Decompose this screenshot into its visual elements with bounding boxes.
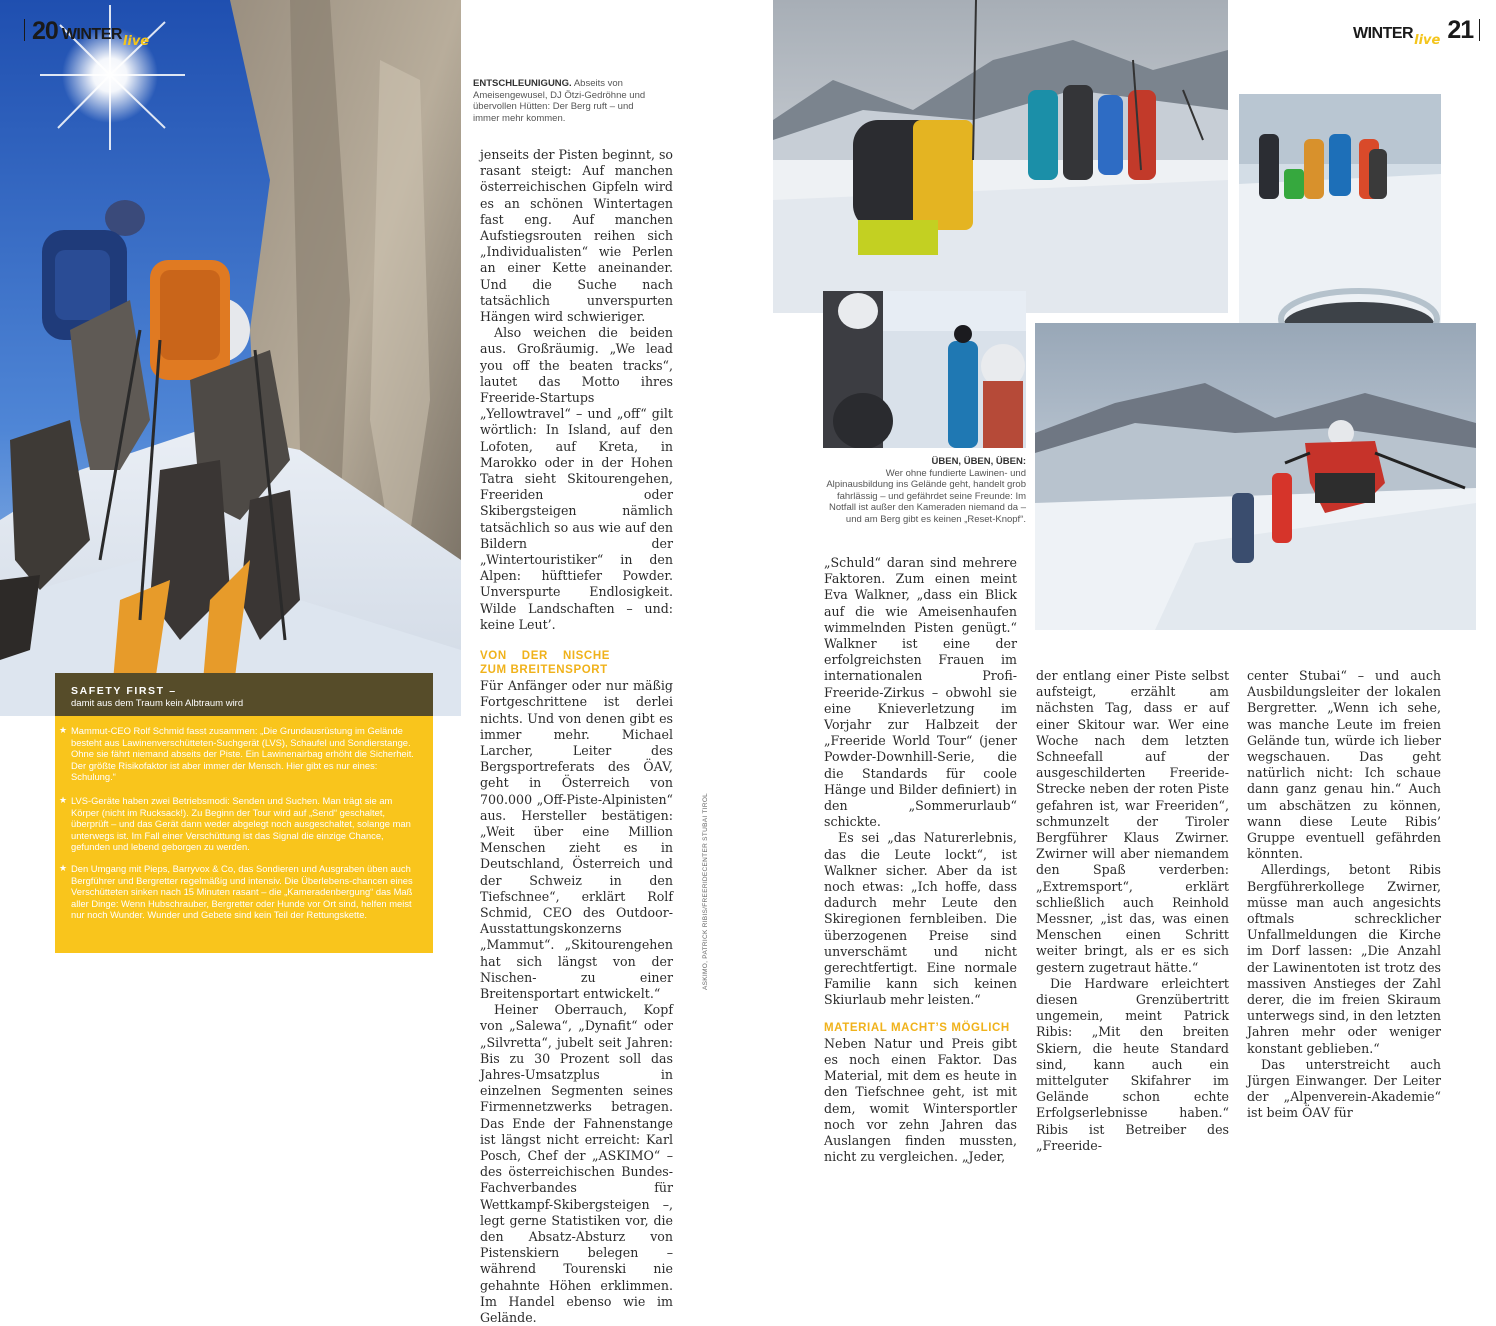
caption-text: Wer ohne fundierte Lawinen- und Alpinausbildung ins Gelände geht, handelt grob fahrlässig – und gefährdet seine Freunde: Im Notfall ist außer den Kameraden niemand da – und am Berg gibt es keinen „Reset-Knopf“. (826, 467, 1026, 525)
header-rule (24, 19, 25, 41)
section-script: live (122, 34, 150, 49)
subheading: MATERIAL MACHT’S MÖGLICH (824, 1021, 1010, 1034)
subheading: VON DER NISCHE ZUM BREITENSPORT (480, 650, 610, 677)
safety-subtitle: damit aus dem Traum kein Albtraum wird (71, 698, 244, 709)
paragraph: Das unterstreicht auch Jürgen Einwanger. Der Leiter der „Alpenverein-Akademie“ ist beim ÖAV für (1247, 1056, 1441, 1121)
practice-caption (825, 456, 1026, 526)
paragraph: der entlang einer Piste selbst aufsteigt, erzählt am nächsten Tag, dass er auf einer Skitour war. Wer eine Woche nach dem letzten Schneefall auf der ausgeschilderten Freeride-Strecke neben der roten Piste gefahren ist, war Freeriden“, schmunzelt der Tiroler Bergführer Klaus Zwirner. Zwirner will aber niemandem den Spaß verderben: „Extremsport“, erklärt schließlich auch Reinhold Messner, „ist das, was einen Menschen einen Schritt weiter bringt, als er es sich gestern zugetraut hätte.“ (1036, 668, 1229, 975)
article-column-3 (1036, 668, 1229, 1154)
paragraph: Es sei „das Naturerlebnis, das die Leute lockt“, ist Walkner sicher. Aber da ist noch etwas: „Ich hoffe, dass dadurch mehr Leute den Skiregionen fernbleiben. Die überzogenen Preise sind unverschämt und nicht gerechtfertigt. Eine normale Familie kann sich keinen Skiurlaub mehr leisten.“ (824, 830, 1017, 1008)
caption-lead: ENTSCHLEUNIGUNG. (473, 78, 572, 89)
top-photo-caption (473, 78, 653, 124)
paragraph: Also weichen die beiden aus. Großräumig. „We lead you off the beaten tracks“, lautet das Motto ihres Freeride-Startups „Yellowtravel“ – und „off“ gilt wörtlich: In Island, auf den Lofoten, auf Kreta, in Marokko oder in der Hohen Tatra sieht Skitourengehen, Freeriden oder Skibergsteigen nämlich tatsächlich so aus wie auf den Bildern der „Wintertouristiker“ in den Alpen: hüfttiefer Powder. Unverspurte Endlosigkeit. Wilde Landschaften – und: keine Leut’. (480, 325, 673, 632)
left-page-header (24, 17, 152, 49)
star-icon: ★ (59, 863, 68, 873)
article-column-1 (480, 147, 673, 1326)
paragraph: Allerdings, betont Ribis Bergführerkollege Zwirner, müsse man auch angesichts oftmals schrecklicher Unfallmeldungen die Kirche im Dorf lassen: „Die Anzahl der Lawinentoten ist trotz des massiven Anstieges der Zahl derer, die im freien Skiraum unterwegs sind, in den letzten Jahren mehr oder weniger konstant geblieben.“ (1247, 862, 1441, 1056)
safety-item-text: Den Umgang mit Pieps, Barryvox & Co, das Sondieren und Ausgraben üben auch Bergführer und Bergretter regelmäßig und intensiv. Die Überlebens-chancen eines Verschütteten sinken nach 15 Minuten rasant – die „Kameradenbergung“ das Maß aller Dinge: Wenn Hubschrauber, Bergretter oder Hunde vor Ort sind, helfen meist nur noch Wunder. Wunder und Gebete sind kein Teil der Rettungskette. (71, 863, 413, 920)
safety-item (59, 795, 421, 853)
safety-item-text: LVS-Geräte haben zwei Betriebsmodi: Senden und Suchen. Man trägt sie am Körper (nicht im Rucksack!). Zu Beginn der Tour wird auf „Send“ geschaltet, überprüft – und das Gerät dann weder abgelegt noch ausgeschaltet, solange man unterwegs ist. Im Fall einer Verschüttung ist das Signal die einzige Chance, gefunden und lebend geborgen zu werden. (71, 795, 411, 852)
safety-item-text: Mammut-CEO Rolf Schmid fasst zusammen: „Die Grundausrüstung im Gelände besteht aus Lawinenverschütteten-Suchgerät (LVS), Schaufel und Sondierstange. Ohne sie fährt niemand abseits der Piste. Ein Lawinenairbag erhöht die Sicherheit. Der größte Risikofaktor ist aber immer der Mensch. Hier gibt es nur eines: Schulung.“ (71, 725, 414, 782)
hero-photo-ski-tourers (0, 0, 461, 716)
caption-lead: ÜBEN, ÜBEN, ÜBEN: (931, 456, 1026, 467)
paragraph: „Schuld“ daran sind mehrere Faktoren. Zum einen meint Eva Walkner, „dass ein Blick auf die wie Ameisenhaufen wimmelnden Pisten genügt.“ Walkner ist eine der erfolgreichsten Frauen im internationalen Profi-Freeride-Zirkus – obwohl sie eine Knieverletzung im Vorjahr zur Halbzeit der „Freeride World Tour“ (jener Powder-Downhill-Serie, die die Standards für coole Hänge und Bilder definiert) in den „Sommerurlaub“ schickte. (824, 555, 1017, 830)
photo-jumping-skier (1035, 323, 1476, 630)
safety-item (59, 725, 421, 783)
star-icon: ★ (59, 795, 68, 805)
section-title: WINTER (61, 26, 122, 43)
paragraph: Heiner Oberrauch, Kopf von „Salewa“, „Dynafit“ oder „Silvretta“, jubelt seit Jahren: Bis zu 30 Prozent soll das Jahres-Umsatzplus in einzelnen Segmenten seines Firmennetzwerks betragen. Das Ende der Fahnenstange ist längst nicht erreicht: Karl Posch, Chef der „ASKIMO“ – des österreichischen Bundes-Fachverbandes für Wettkampf-Skibergsteigen –, legt gerne Statistiken vor, die den Absatz-Absturz von Pistenskiern belegen – während Tourenski nie gehahnte Höhen erklimmen. Im Handel ebenso wie im Gelände. (480, 1002, 673, 1326)
article-column-4 (1247, 668, 1441, 1122)
photo-avalanche-training (773, 0, 1228, 313)
star-icon: ★ (59, 725, 68, 735)
paragraph: Die Hardware erleichtert diesen Grenzübertritt ungemein, meint Patrick Ribis: „Mit den breiten Skiern, die heute Standard sind, kann auch ein mittelguter Skifahrer im Gelände schon echte Erfolgserlebnisse haben.“ Ribis ist Betreiber des „Freeride- (1036, 975, 1229, 1153)
paragraph: jenseits der Pisten beginnt, so rasant steigt: Auf manchen österreichischen Gipfeln wird es an schönen Wintertagen fast eng. Auf manchen Aufstiegsrouten reihen sich „Individualisten“ wie Perlen an einer Kette aneinander. Und die Suche nach tatsächlich unverspurten Hängen wird schwieriger. (480, 147, 674, 325)
safety-item (59, 863, 421, 921)
paragraph: Für Anfänger oder nur mäßig Fortgeschrittene ist derlei nichts. Und von denen gibt es immer mehr. Michael Larcher, Leiter des Bergsportreferats des ÖAV, geht in Österreich von 700.000 „Off-Piste-Alpinisten“ aus. Hersteller bestätigen: „Weit über eine Million Menschen zieht es in Deutschland, Österreich und der Schweiz in den Tiefschnee“, erklärt Rolf Schmid, CEO des Outdoor-Ausstattungskonzerns „Mammut“. „Skitourengehen hat sich längst von der Nischen- zu einer Breitensportart entwickelt.“ (480, 678, 673, 1001)
paragraph: Neben Natur und Preis gibt es noch einen Faktor. Das Material, mit dem es heute in den Tiefschnee geht, ist mit dem, womit Wintersportler noch vor zehn Jahren das Auslangen finden mussten, nicht zu vergleichen. „Jeder, (824, 1035, 1017, 1165)
section-script: live (1414, 33, 1441, 48)
section-title: WINTER (1353, 25, 1414, 42)
page-number: 21 (1447, 16, 1474, 44)
article-column-2 (824, 555, 1017, 1165)
header-rule (1479, 19, 1480, 41)
safety-title: SAFETY FIRST – (71, 685, 177, 697)
photo-credit: ASKIMO, PATRICK RIBIS/FREERIDECENTER STUBAI TIROL (702, 792, 709, 990)
paragraph: center Stubai“ – und auch Ausbildungsleiter der lokalen Bergretter. „Wenn ich sehe, was manche Leute im freien Gelände tun, würde ich lieber wegschauen. Das geht natürlich nicht: Ich schaue dann ganz genau hin.“ Auch um abschätzen zu können, wann diese Leute Ribis’ Gruppe eventuell gefährden könnten. (1247, 668, 1441, 862)
caption-text: Abseits von Ameisengewusel, DJ Ötzi-Gedröhne und übervollen Hütten: Der Berg ruft – und immer mehr kommen. (473, 78, 646, 124)
safety-list (55, 673, 433, 953)
right-page-header (1353, 16, 1474, 48)
photo-instructor (823, 291, 1026, 448)
page-number: 20 (32, 17, 58, 45)
